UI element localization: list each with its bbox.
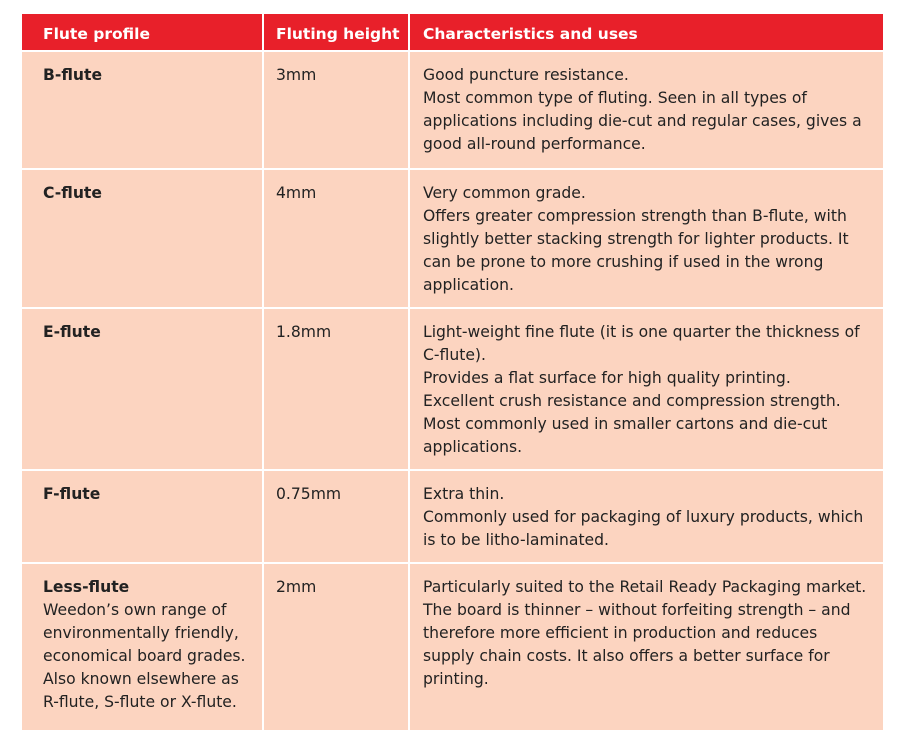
height-cell: 2mm xyxy=(264,562,410,730)
uses-line: Excellent crush resistance and compression strength. xyxy=(423,392,841,410)
height-cell: 1.8mm xyxy=(264,307,410,469)
profile-cell xyxy=(22,168,264,307)
uses-cell xyxy=(410,562,883,730)
profile-cell xyxy=(22,50,264,168)
uses-line: Provides a flat surface for high quality printing. xyxy=(423,369,791,387)
height-cell: 3mm xyxy=(264,50,410,168)
table-row xyxy=(22,50,883,168)
profile-cell xyxy=(22,469,264,562)
profile-cell xyxy=(22,307,264,469)
uses-line: Light-weight fine flute (it is one quarter the thickness of C-flute). xyxy=(423,323,860,364)
header-fluting-height: Fluting height xyxy=(264,14,410,50)
profile-note: Weedon’s own range of environmentally friendly, economical board grades. Also known elsewhere as R-flute, S-flute or X-flute. xyxy=(43,601,246,711)
table-row xyxy=(22,307,883,469)
uses-line: Offers greater compression strength than B-flute, with slightly better stacking strength for lighter products. It can be prone to more crushing if used in the wrong application. xyxy=(423,207,849,294)
header-flute-profile: Flute profile xyxy=(22,14,264,50)
uses-line: Extra thin. xyxy=(423,485,505,503)
uses-line: Most common type of fluting. Seen in all types of applications including die-cut and regular cases, gives a good all-round performance. xyxy=(423,89,862,153)
profile-name: Less-flute xyxy=(43,578,130,596)
uses-line: The board is thinner – without forfeiting strength – and therefore more efficient in production and reduces supply chain costs. It also offers a better surface for printing. xyxy=(423,601,851,688)
uses-cell xyxy=(410,50,883,168)
uses-line: Particularly suited to the Retail Ready Packaging market. xyxy=(423,578,867,596)
uses-cell xyxy=(410,168,883,307)
table-row xyxy=(22,469,883,562)
table-row xyxy=(22,168,883,307)
table-row xyxy=(22,562,883,730)
profile-cell xyxy=(22,562,264,730)
header-characteristics-uses: Characteristics and uses xyxy=(410,14,883,50)
uses-cell xyxy=(410,307,883,469)
flute-profile-table xyxy=(22,14,883,730)
uses-line: Commonly used for packaging of luxury products, which is to be litho-laminated. xyxy=(423,508,864,549)
profile-name: B-flute xyxy=(43,66,103,84)
uses-cell xyxy=(410,469,883,562)
height-cell: 0.75mm xyxy=(264,469,410,562)
profile-name: C-flute xyxy=(43,184,102,202)
height-cell: 4mm xyxy=(264,168,410,307)
table-header-row xyxy=(22,14,883,50)
profile-name: F-flute xyxy=(43,485,101,503)
uses-line: Good puncture resistance. xyxy=(423,66,629,84)
uses-line: Most commonly used in smaller cartons and die-cut applications. xyxy=(423,415,828,456)
uses-line: Very common grade. xyxy=(423,184,586,202)
profile-name: E-flute xyxy=(43,323,101,341)
